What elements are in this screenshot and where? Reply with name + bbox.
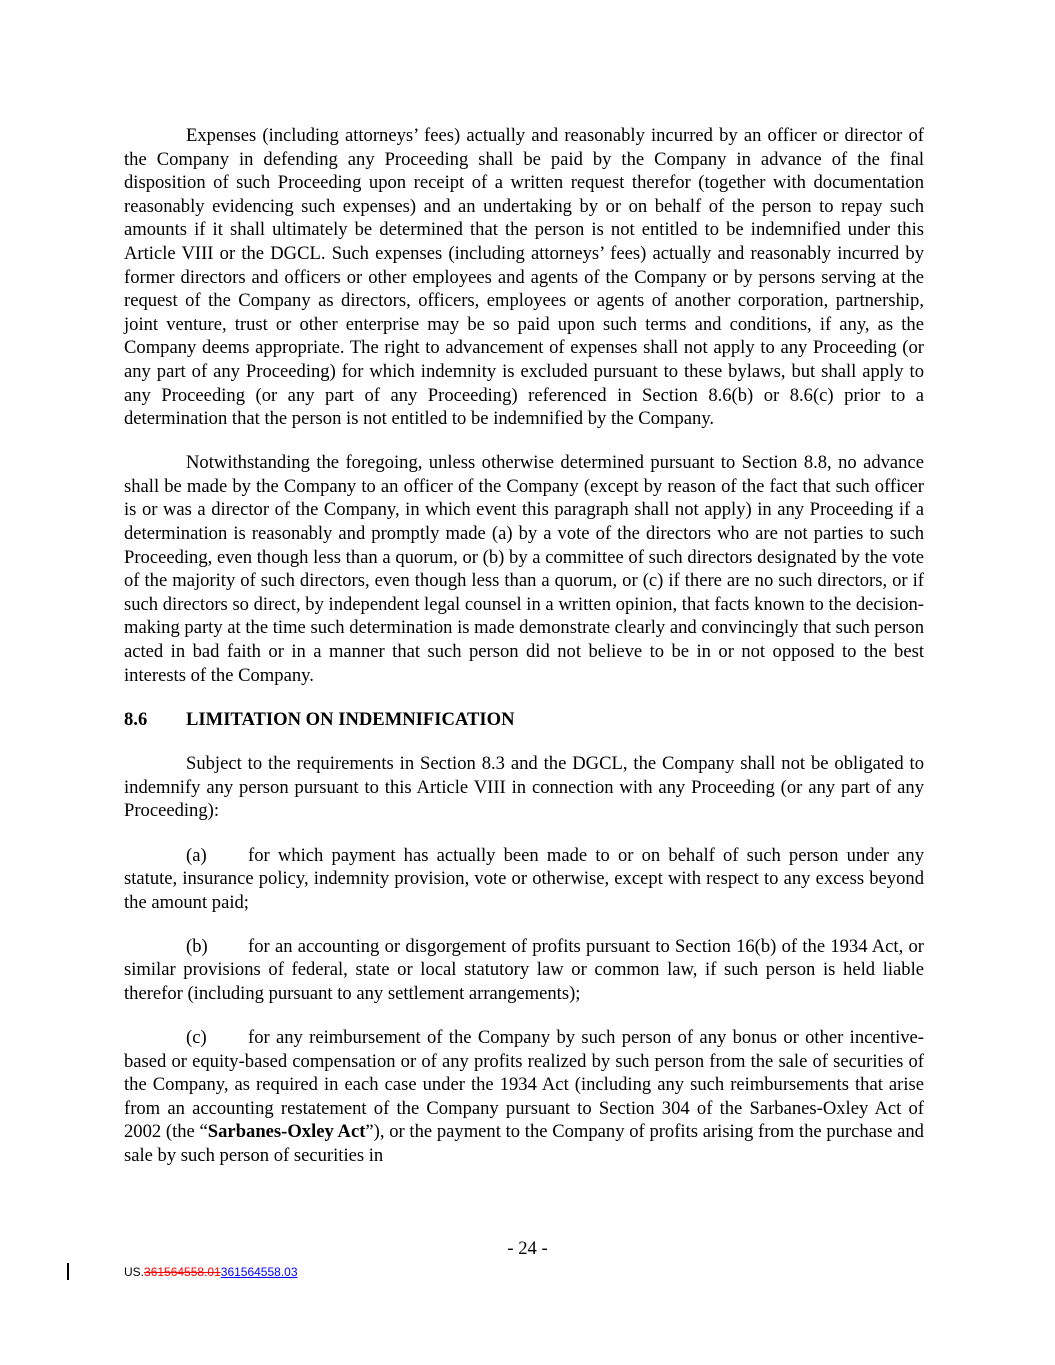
paragraph-limitation-intro: Subject to the requirements in Section 8.3 and the DGCL, the Company shall not be obligated to indemnify any person pursuant to this Article VIII in connection with any Proceeding (or any part of any Proceeding):: [124, 753, 924, 822]
list-item-text-continued: ”), or the payment to the Company of profits arising from the purchase and sale by such person of securities in: [124, 1121, 924, 1167]
doc-id-inserted: 361564558.03: [220, 1265, 298, 1279]
list-item-b: [124, 935, 924, 1006]
list-item-text: for which payment has actually been made to or on behalf of such person under any statute, insurance policy, indemnity provision, vote or otherwise, except with respect to any excess beyond the amount paid;: [124, 844, 924, 913]
list-item-c: [124, 1026, 924, 1168]
list-item-a: [124, 844, 924, 915]
list-item-label: (b): [186, 935, 208, 957]
list-item-label: (a): [186, 844, 207, 866]
defined-term: Sarbanes-Oxley Act: [207, 1121, 366, 1143]
doc-id-prefix: US.: [124, 1265, 145, 1279]
list-item-text: for any reimbursement of the Company by such person of any bonus or other incentive-based or equity-based compensation or of any profits realized by such person from the sale of securities of the Company, as required in each case under the 1934 Act (including any such reimbursements that arise from an accounting restatement of the Company pursuant to Section 304 of the Sarbanes-Oxley Act of 2002 (the “: [124, 1027, 924, 1143]
document-body: [124, 124, 924, 1168]
paragraph-advance-exception: Notwithstanding the foregoing, unless otherwise determined pursuant to Section 8.8, no advance shall be made by the Company to an officer of the Company (except by reason of the fact that such officer is or was a director of the Company, in which event this paragraph shall not apply) in any Proceeding if a determination is reasonably and promptly made (a) by a vote of the directors who are not parties to such Proceeding, even though less than a quorum, or (b) by a committee of such directors designated by the vote of the majority of such directors, even though less than a quorum, or (c) if there are no such directors, or if such directors so direct, by independent legal counsel in a written opinion, that facts known to the decision-making party at the time such determination is made demonstrate clearly and convincingly that such person acted in bad faith or in a manner that such person did not believe to be in or not opposed to the best interests of the Company.: [124, 452, 924, 686]
page-number: - 24 -: [507, 1238, 548, 1259]
section-title: LIMITATION ON INDEMNIFICATION: [186, 708, 515, 730]
list-item-label: (c): [186, 1027, 207, 1049]
section-number: 8.6: [124, 708, 148, 730]
document-id: [124, 1265, 298, 1279]
revision-change-bar: [67, 1263, 69, 1280]
doc-id-deleted: 361564558.01: [144, 1265, 221, 1279]
section-heading: [124, 708, 924, 732]
list-item-text: for an accounting or disgorgement of profits pursuant to Section 16(b) of the 1934 Act, or similar provisions of federal, state or local statutory law or common law, if such person is held liable therefor (including pursuant to any settlement arrangements);: [124, 935, 924, 1004]
paragraph-expenses-advancement: Expenses (including attorneys’ fees) actually and reasonably incurred by an officer or director of the Company in defending any Proceeding shall be paid by the Company in advance of the final disposition of such Proceeding upon receipt of a written request therefor (together with documentation reasonably evidencing such expenses) and an undertaking by or on behalf of the person to repay such amounts if it shall ultimately be determined that the person is not entitled to be indemnified under this Article VIII or the DGCL. Such expenses (including attorneys’ fees) actually and reasonably incurred by former directors and officers or other employees and agents of the Company or by persons serving at the request of the Company as directors, officers, employees or agents of another corporation, partnership, joint venture, trust or other enterprise may be so paid upon such terms and conditions, if any, as the Company deems appropriate. The right to advancement of expenses shall not apply to any Proceeding (or any part of any Proceeding) for which indemnity is excluded pursuant to these bylaws, but shall apply to any Proceeding (or any part of any Proceeding) referenced in Section 8.6(b) or 8.6(c) prior to a determination that the person is not entitled to be indemnified by the Company.: [124, 125, 924, 430]
